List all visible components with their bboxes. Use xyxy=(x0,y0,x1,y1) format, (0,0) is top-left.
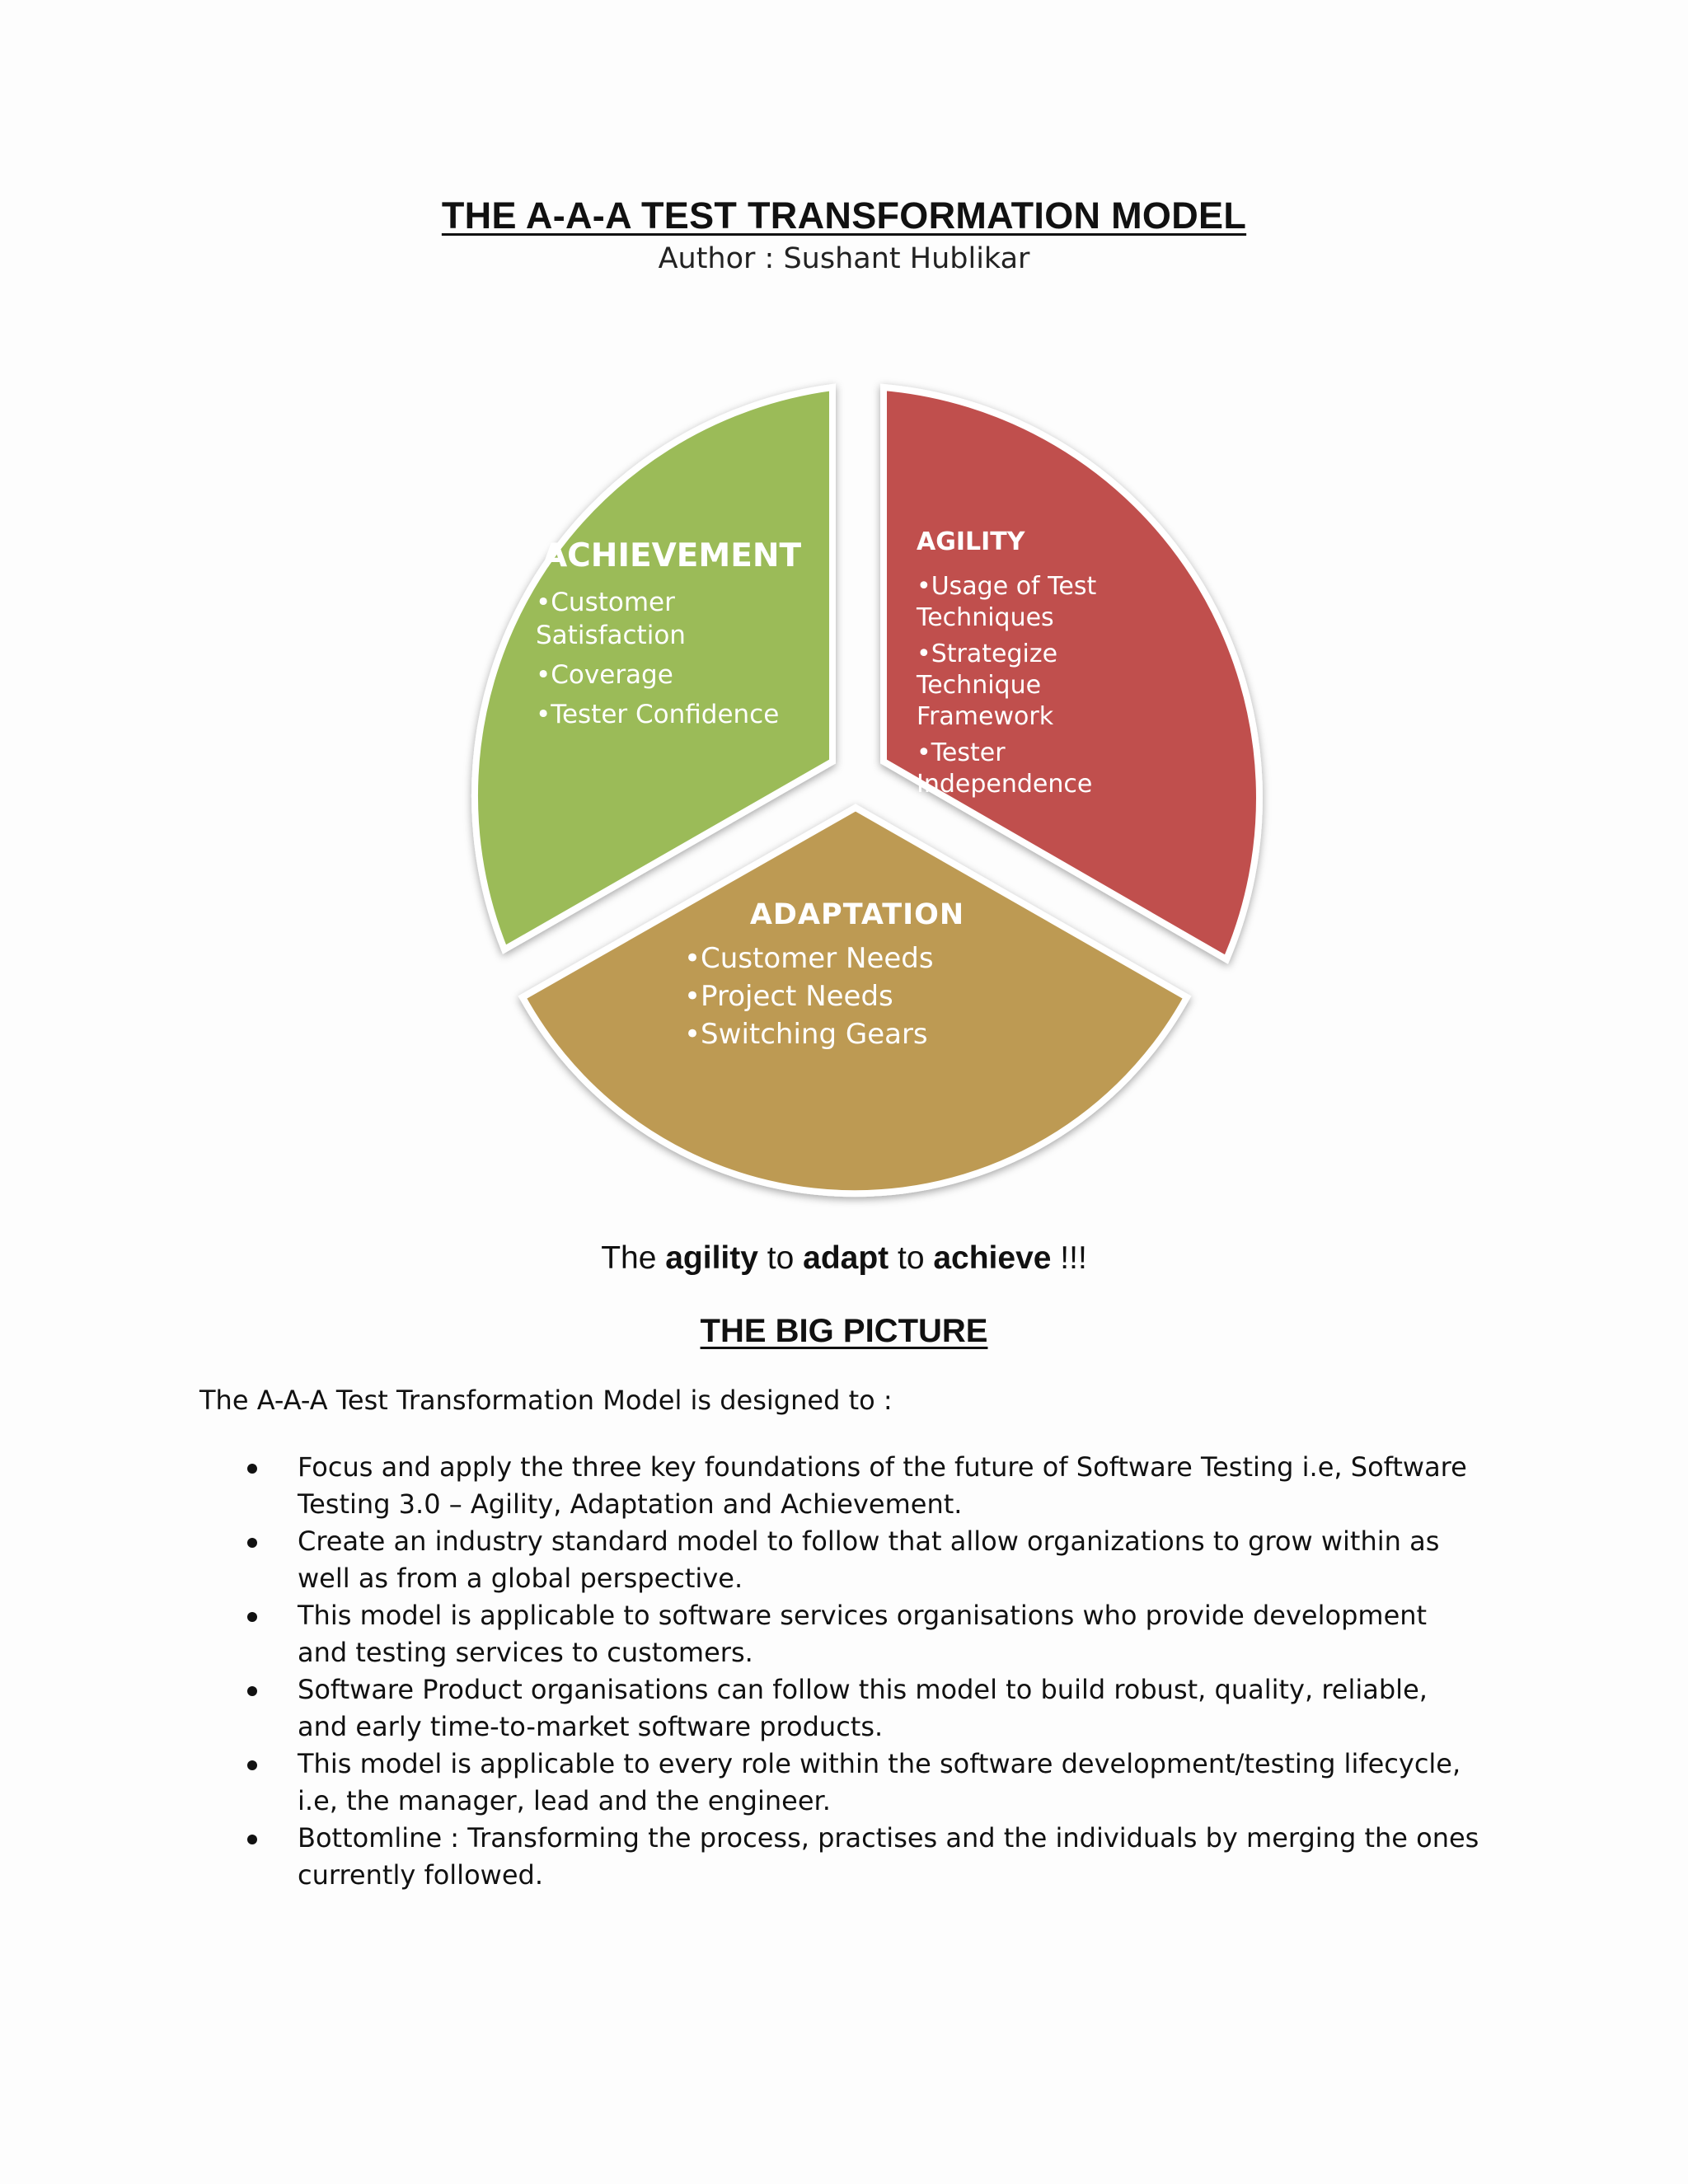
page-title: THE A-A-A TEST TRANSFORMATION MODEL xyxy=(441,194,1247,237)
bullet-icon xyxy=(247,1464,257,1474)
list-item-text: Create an industry standard model to follow that allow organizations to grow within as well as from a global perspective. xyxy=(298,1526,1440,1594)
list-item xyxy=(247,1671,1484,1746)
tagline-word: to xyxy=(889,1240,934,1276)
achievement-title: ACHIEVEMENT xyxy=(542,537,802,574)
list-item xyxy=(247,1449,1484,1523)
achievement-text xyxy=(536,537,808,738)
adaptation-item: •Switching Gears xyxy=(684,1018,928,1051)
author-line: Author : Sushant Hublikar xyxy=(658,242,1030,275)
adaptation-title: ADAPTATION xyxy=(749,898,965,931)
bullet-icon xyxy=(247,1686,257,1696)
agility-text xyxy=(917,527,1139,805)
agility-item: •Usage of Test Techniques xyxy=(917,572,1097,632)
agility-item: •Tester Independence xyxy=(917,738,1093,799)
bullet-icon xyxy=(247,1538,257,1548)
tagline-word: to xyxy=(757,1240,804,1276)
achievement-item: •Tester Confidence xyxy=(536,700,780,729)
list-item-text: Focus and apply the three key foundations of the future of Software Testing i.e, Software Testing 3.0 – Agility, Adaptation and Achievement. xyxy=(298,1451,1467,1520)
agility-item: •Strategize Technique Framework xyxy=(917,640,1058,731)
tagline-keyword-agility: agility xyxy=(665,1240,758,1276)
list-item xyxy=(247,1523,1484,1597)
tagline xyxy=(0,1240,1688,1277)
tagline-keyword-achieve: achieve xyxy=(933,1240,1052,1276)
list-item xyxy=(247,1597,1484,1671)
adaptation-text xyxy=(684,898,1030,1053)
adaptation-item: •Project Needs xyxy=(684,980,893,1013)
bullet-list xyxy=(247,1449,1484,1894)
bullet-icon xyxy=(247,1612,257,1622)
list-item-text: Software Product organisations can follow this model to build robust, quality, reliable, and early time-to-market software products. xyxy=(298,1674,1428,1742)
achievement-item: •Customer Satisfaction xyxy=(536,588,686,650)
list-item xyxy=(247,1820,1484,1894)
agility-title: AGILITY xyxy=(917,527,1025,556)
list-item-text: Bottomline : Transforming the process, practises and the individuals by merging the ones currently followed. xyxy=(298,1822,1479,1891)
adaptation-item: •Customer Needs xyxy=(684,942,934,975)
tagline-word: !!! xyxy=(1051,1240,1087,1276)
aaa-model-diagram xyxy=(429,363,1286,1220)
list-item-text: This model is applicable to every role within the software development/testing lifecycle, i.e, the manager, lead and the engineer. xyxy=(298,1748,1461,1816)
bullet-icon xyxy=(247,1760,257,1770)
section-intro: The A-A-A Test Transformation Model is designed to : xyxy=(199,1385,893,1416)
bullet-icon xyxy=(247,1835,257,1844)
tagline-word: The xyxy=(601,1240,666,1276)
list-item xyxy=(247,1746,1484,1820)
cycle-pie xyxy=(429,363,1286,1220)
achievement-item: •Coverage xyxy=(536,660,673,690)
section-heading: THE BIG PICTURE xyxy=(700,1313,988,1349)
tagline-keyword-adapt: adapt xyxy=(803,1240,889,1276)
list-item-text: This model is applicable to software services organisations who provide development and testing services to customers. xyxy=(298,1600,1428,1668)
